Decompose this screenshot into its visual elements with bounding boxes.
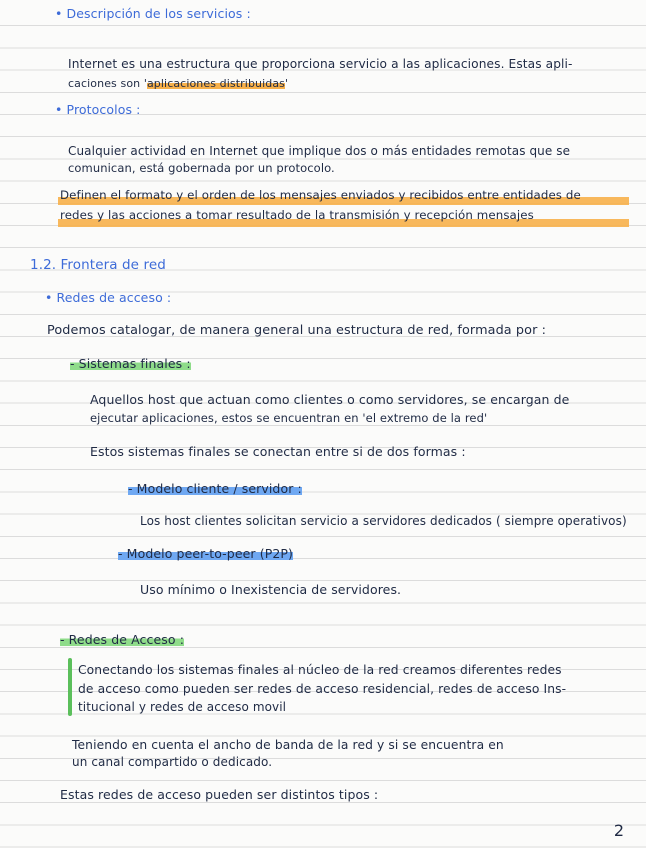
text-definen-line2: redes y las acciones a tomar resultado de la transmisión y recepción mensajes (60, 208, 534, 222)
text-catalogar: Podemos catalogar, de manera general una estructura de red, formada por : (47, 323, 547, 338)
text-internet-line1: Internet es una estructura que proporciona servicio a las aplicaciones. Estas apli- (68, 57, 573, 71)
text-definen-line1: Definen el formato y el orden de los mensajes enviados y recibidos entre entidades de (60, 188, 581, 202)
text-protocolos-line2: comunican, está gobernada por un protocolo. (68, 161, 335, 175)
heading-descripcion-servicios: • Descripción de los servicios : (55, 6, 251, 21)
heading-modelo-p2p (118, 546, 293, 562)
text-teniendo-line1: Teniendo en cuenta el ancho de banda de la red y si se encuentra en (72, 738, 504, 752)
heading-frontera-de-red: 1.2. Frontera de red (30, 257, 166, 273)
subheading-redes-de-acceso: • Redes de acceso : (45, 290, 172, 305)
text-estos-sistemas: Estos sistemas finales se conectan entre si de dos formas : (90, 444, 466, 459)
text-aquellos-line2: ejecutar aplicaciones, estos se encuentran en 'el extremo de la red' (90, 411, 488, 425)
text-host-clientes: Los host clientes solicitan servicio a servidores dedicados ( siempre operativos) (140, 514, 627, 528)
text-internet-line2 (68, 76, 288, 92)
text-internet-line2-pre: caciones son ' (68, 77, 147, 90)
text-conectando-line1: Conectando los sistemas finales al núcleo de la red creamos diferentes redes (78, 663, 562, 677)
green-marker-bar (68, 658, 72, 716)
text-internet-line2-post: ' (285, 77, 289, 90)
text-conectando-line3: titucional y redes de acceso movil (78, 700, 287, 714)
text-estas-redes: Estas redes de acceso pueden ser distintos tipos : (60, 787, 379, 802)
heading-protocolos: • Protocolos : (55, 102, 141, 117)
heading-sistemas-finales (70, 356, 191, 372)
text-aquellos-line1: Aquellos host que actuan como clientes o como servidores, se encargan de (90, 392, 570, 407)
heading-modelo-cliente-servidor (128, 481, 302, 497)
highlight-modelo-cliente-servidor: - Modelo cliente / servidor : (128, 481, 302, 496)
highlight-redes-de-acceso: - Redes de Acceso : (60, 632, 185, 647)
highlight-modelo-p2p: - Modelo peer-to-peer (P2P) (118, 546, 294, 561)
text-protocolos-line1: Cualquier actividad en Internet que implique dos o más entidades remotas que se (68, 144, 571, 158)
heading-redes-de-acceso (60, 632, 184, 648)
highlight-aplicaciones-distribuidas: aplicaciones distribuidas (146, 77, 286, 90)
highlight-sistemas-finales: - Sistemas finales : (70, 356, 191, 371)
text-teniendo-line2: un canal compartido o dedicado. (72, 755, 273, 769)
text-conectando-line2: de acceso como pueden ser redes de acceso residencial, redes de acceso Ins- (78, 682, 567, 696)
page-number: 2 (613, 821, 624, 840)
text-uso-minimo: Uso mínimo o Inexistencia de servidores. (140, 582, 402, 597)
